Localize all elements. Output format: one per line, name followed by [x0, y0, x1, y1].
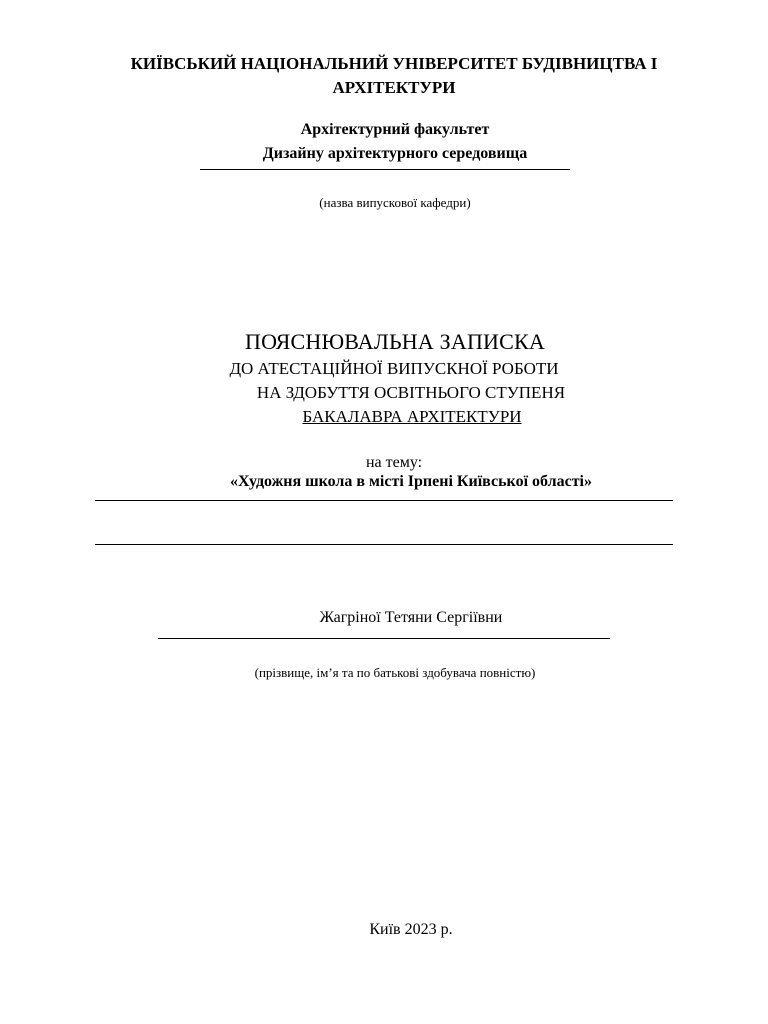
- author-underline: [158, 638, 610, 639]
- department-name: Дизайну архітектурного середовища: [262, 145, 528, 162]
- title-line-degree: НА ЗДОБУТТЯ ОСВІТНЬОГО СТУПЕНЯ: [256, 383, 566, 402]
- department-caption: (назва випускової кафедри): [319, 195, 471, 210]
- title-line-work: ДО АТЕСТАЦІЙНОЇ ВИПУСКНОЇ РОБОТИ: [229, 359, 559, 378]
- topic-underline-2: [95, 544, 673, 545]
- university-name-line2: АРХІТЕКТУРИ: [332, 78, 456, 97]
- university-name-line1: КИЇВСЬКИЙ НАЦІОНАЛЬНИЙ УНІВЕРСИТЕТ БУДІВНИЦТВА І: [130, 54, 658, 73]
- faculty-name: Архітектурний факультет: [300, 121, 490, 138]
- author-caption: (прізвище, ім’я та по батькові здобувача повністю): [254, 665, 536, 680]
- topic-underline-1: [95, 500, 673, 501]
- title-line-bachelor: БАКАЛАВРА АРХІТЕКТУРИ: [302, 407, 522, 426]
- department-underline: [200, 169, 570, 170]
- city-year: Київ 2023 р.: [369, 921, 453, 938]
- topic-label: на тему:: [365, 454, 423, 471]
- document-title: ПОЯСНЮВАЛЬНА ЗАПИСКА: [245, 329, 545, 354]
- topic-value: «Художня школа в місті Ірпені Київської області»: [230, 473, 592, 490]
- author-name: Жагріної Тетяни Сергіївни: [319, 609, 503, 626]
